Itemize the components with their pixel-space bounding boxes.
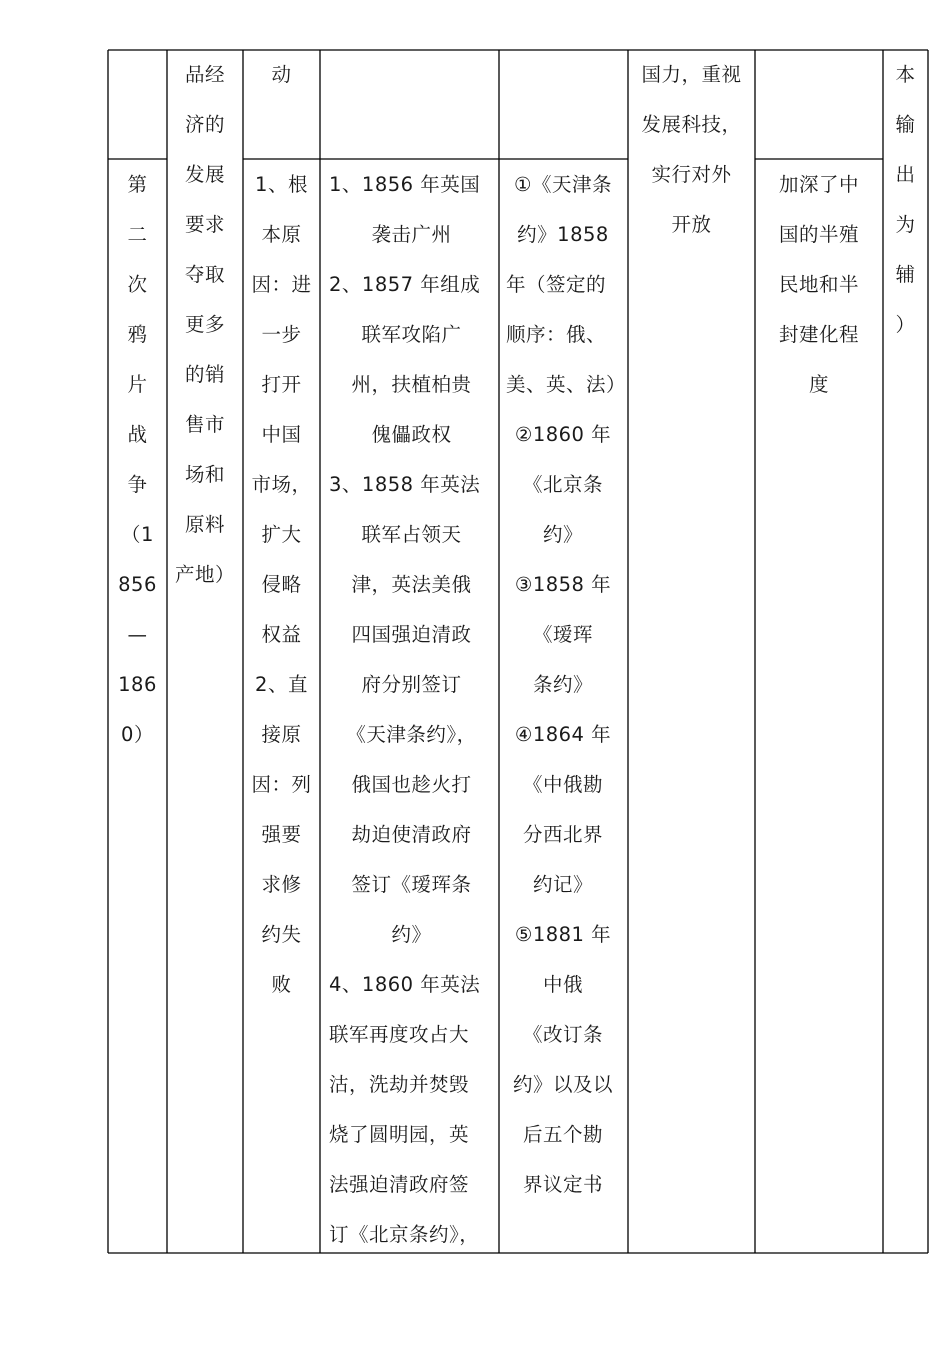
treaty-line: 约》 [542, 523, 583, 546]
event-line: 州，扶植柏贵 [351, 373, 472, 396]
treaty-line: 分西北界 [522, 823, 603, 846]
treaty-line: 界议定书 [522, 1173, 603, 1196]
war-name-cell: 第 二 次 鸦 片 战 争 （1 856 — 186 0） [118, 173, 157, 746]
cause-cell: 1、根 本原 因：进 一步 打开 中国 市场， 扩大 侵略 权益 2、直 接原 因：列 强要 求修 约失 败 [251, 173, 312, 996]
event-line: 联军再度攻占大 [329, 1023, 470, 1046]
treaty-line: ②1860 年 [514, 423, 612, 446]
treaty-line: ①《天津条 [514, 173, 612, 196]
event-line: 约》 [391, 923, 432, 946]
treaty-line: 中俄 [542, 973, 583, 996]
event-line: 联军占领天 [361, 523, 462, 546]
event-line: 袭击广州 [371, 223, 452, 246]
treaty-line: 年（签定的 [506, 273, 607, 296]
event-line: 2、1857 年组成 [329, 273, 481, 296]
event-line: 津，英法美俄 [351, 573, 472, 596]
treaty-line: 美、英、法） [506, 373, 627, 396]
impact-cell: 加深了中 国的半殖 民地和半 封建化程 度 [778, 173, 859, 396]
feature-fragment-cell: 本 输 出 为 辅 ） [895, 63, 916, 336]
treaty-line: 后五个勘 [522, 1123, 603, 1146]
event-line: 4、1860 年英法 [329, 973, 481, 996]
lesson-cell: 国力，重视 发展科技， 实行对外 开放 [641, 63, 742, 236]
treaty-line: 约记》 [532, 873, 593, 896]
treaty-line: ③1858 年 [514, 573, 612, 596]
event-line: 《天津条约》， [346, 723, 477, 746]
event-line: 俄国也趁火打 [351, 773, 472, 796]
treaty-line: 约》以及以 [512, 1073, 613, 1096]
treaty-line: 条约》 [532, 673, 593, 696]
event-line: 劫迫使清政府 [351, 823, 472, 846]
event-line: 府分别签订 [361, 673, 462, 696]
event-line: 订《北京条约》， [329, 1223, 480, 1246]
treaty-line: 《改订条 [522, 1023, 603, 1046]
treaty-line: 《瑷珲 [532, 623, 593, 646]
event-line: 3、1858 年英法 [329, 473, 481, 496]
event-line: 1、1856 年英国 [329, 173, 481, 196]
motive-fragment-cell: 动 [271, 63, 292, 86]
demand-cell: 品经 济的 发展 要求 夺取 更多 的销 售市 场和 原料 产地） [174, 63, 235, 586]
treaty-line: ④1864 年 [514, 723, 612, 746]
treaty-line: ⑤1881 年 [514, 923, 612, 946]
event-line: 联军攻陷广 [361, 323, 462, 346]
event-line: 四国强迫清政 [351, 623, 472, 646]
treaty-line: 《北京条 [522, 473, 603, 496]
event-line: 法强迫清政府签 [329, 1173, 470, 1196]
event-line: 签订《瑷珲条 [351, 873, 472, 896]
event-line: 傀儡政权 [371, 423, 452, 446]
event-line: 沽，洗劫并焚毁 [329, 1073, 470, 1096]
event-line: 烧了圆明园，英 [329, 1123, 470, 1146]
treaty-line: 顺序：俄、 [506, 323, 607, 346]
treaty-line: 《中俄勘 [522, 773, 603, 796]
treaty-line: 约》1858 [517, 223, 609, 246]
